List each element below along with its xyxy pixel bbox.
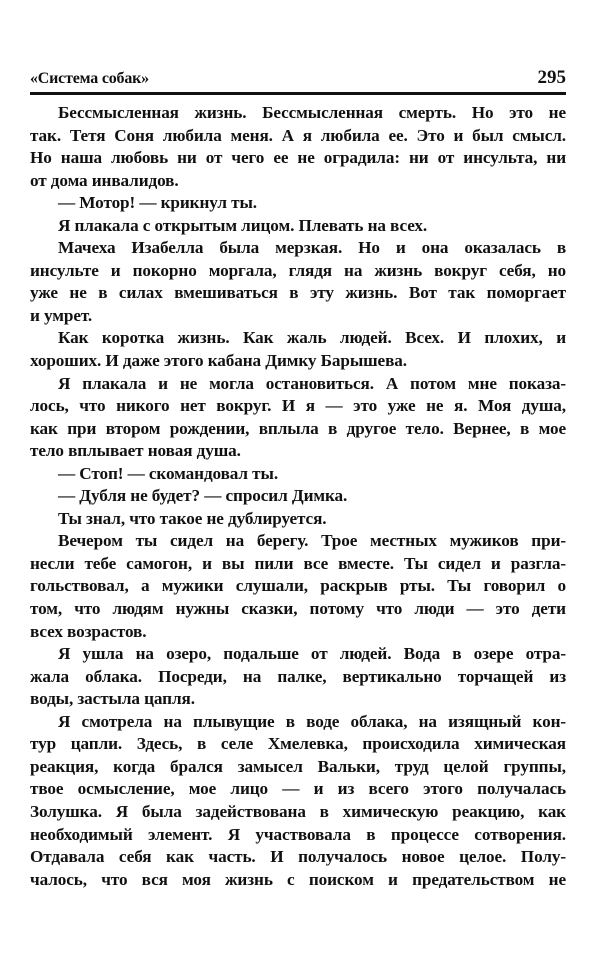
page-number: 295 [537, 67, 566, 88]
text-line: тело вплывает новая душа. [30, 441, 241, 461]
text-line: Золушка. Я была задействована в химическую реакцию, как [30, 801, 566, 821]
text-line: жала облака. Посреди, на палке, вертикально торчащей из [30, 666, 566, 686]
text-line: — Дубля не будет? — спросил Димка. [58, 486, 348, 506]
text-line: как при втором рождении, вплыла в другое тело. Вернее, в мое [30, 418, 566, 438]
text-line: воды, застыла цапля. [30, 689, 195, 709]
text-line: реакция, когда брался замысел Вальки, труд целой группы, [30, 756, 566, 776]
text-line: том, что людям нужны сказки, потому что люди — это дети [30, 599, 566, 619]
text-line: Но наша любовь ни от чего ее не оградила: ни от инсульта, ни [30, 148, 566, 168]
text-line: несли тебе самогон, и вы пили все вместе. Ты сидел и разгла- [30, 553, 566, 573]
text-line: уже не в силах вмешиваться в эту жизнь. Вот так поморгает [30, 283, 566, 303]
text-line: гольствовал, а мужики слушали, раскрыв рты. Ты говорил о [30, 576, 566, 596]
text-line: Ты знал, что такое не дублируется. [58, 508, 327, 528]
body-text [30, 102, 566, 891]
text-line: необходимый элемент. Я участвовала в процессе сотворения. [30, 824, 566, 844]
text-line: Я ушла на озеро, подальше от людей. Вода в озере отра- [58, 644, 566, 664]
page-header [30, 62, 566, 95]
text-line: и умрет. [30, 305, 93, 325]
text-line: — Стоп! — скомандовал ты. [58, 463, 279, 483]
text-line: Я смотрела на плывущие в воде облака, на изящный кон- [58, 711, 566, 731]
text-line: так. Тетя Соня любила меня. А я любила ее. Это и был смысл. [30, 125, 566, 145]
text-line: Я плакала и не могла остановиться. А потом мне показа- [58, 373, 566, 393]
text-line: хороших. И даже этого кабана Димку Барышева. [30, 351, 407, 371]
text-line: инсульте и покорно моргала, глядя на жизнь вокруг себя, но [30, 260, 566, 280]
text-line: — Мотор! — крикнул ты. [58, 193, 257, 213]
text-line: твое осмысление, мое лицо — и из всего этого получалась [30, 779, 566, 799]
text-line: чалось, что вся моя жизнь с поиском и предательством не [30, 869, 566, 889]
text-line: от дома инвалидов. [30, 170, 179, 190]
text-line: всех возрастов. [30, 621, 147, 641]
text-line: Отдавала себя как часть. И получалось новое целое. Полу- [30, 847, 566, 867]
text-line: Вечером ты сидел на берегу. Трое местных мужиков при- [58, 531, 566, 551]
text-line: Бессмысленная жизнь. Бессмысленная смерть. Но это не [58, 103, 566, 122]
running-title: «Система собак» [30, 70, 149, 87]
text-line: тур цапли. Здесь, в селе Хмелевка, происходила химическая [30, 734, 566, 754]
text-line: Как коротка жизнь. Как жаль людей. Всех. И плохих, и [58, 328, 566, 348]
text-line: лось, что никого нет вокруг. И я — это уже не я. Моя душа, [30, 396, 566, 416]
text-line: Мачеха Изабелла была мерзкая. Но и она оказалась в [58, 238, 566, 258]
text-line: Я плакала с открытым лицом. Плевать на всех. [58, 215, 428, 235]
